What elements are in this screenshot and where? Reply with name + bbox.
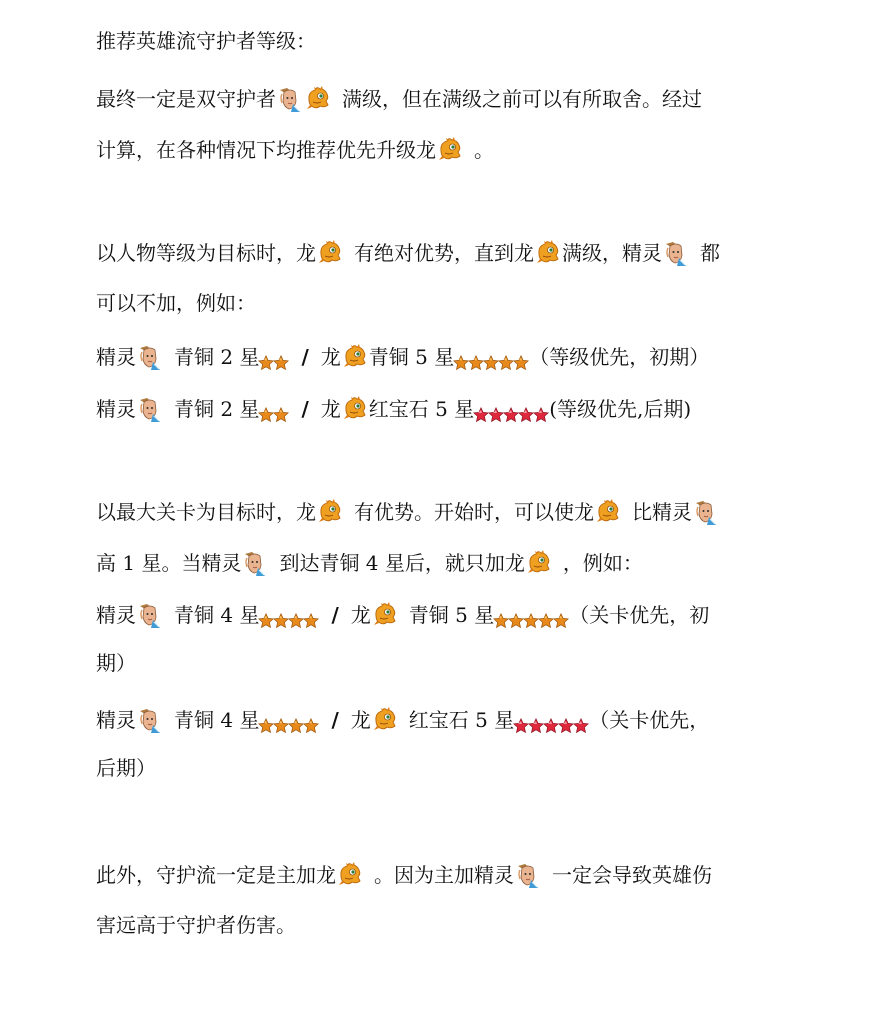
bronze-star-icon (258, 401, 274, 417)
dragon-label: 龙 (350, 708, 371, 732)
dragon-rank: 红宝石 5 星 (408, 708, 515, 732)
text: 有优势。开始时，可以使龙 (354, 500, 594, 524)
dragon-hero-icon (343, 396, 367, 422)
bronze-star-icon (288, 712, 304, 728)
note: 后期） (96, 756, 156, 780)
dragon-hero-icon (306, 86, 330, 112)
bronze-star-icon (553, 607, 569, 623)
dragon-rank: 青铜 5 星 (368, 345, 455, 369)
paragraph-line (96, 910, 296, 940)
separator: / (301, 397, 309, 421)
text: 最终一定是双守护者 (96, 87, 276, 111)
ruby-star-icon (513, 712, 529, 728)
bronze-star-icon (258, 349, 274, 365)
bronze-star-icon (273, 349, 289, 365)
bronze-star-icon (498, 349, 514, 365)
example-line (96, 705, 709, 735)
bronze-star-rating (259, 712, 319, 728)
bronze-star-icon (258, 712, 274, 728)
paragraph-line (96, 84, 702, 114)
dragon-hero-icon (527, 550, 551, 576)
text: 以人物等级为目标时，龙 (96, 241, 316, 265)
bronze-star-rating (454, 349, 529, 365)
bronze-star-icon (538, 607, 554, 623)
text: 都 (700, 241, 720, 265)
elf-hero-icon (138, 396, 162, 422)
section-heading (96, 26, 316, 56)
bronze-star-icon (453, 349, 469, 365)
elf-rank: 青铜 4 星 (174, 603, 260, 627)
paragraph-line (96, 135, 494, 165)
dragon-label: 龙 (320, 397, 341, 421)
elf-label: 精灵 (96, 345, 136, 369)
paragraph-line (96, 860, 712, 890)
paragraph-line (96, 288, 256, 318)
separator: / (331, 708, 339, 732)
ruby-star-rating (514, 712, 589, 728)
dragon-hero-icon (318, 240, 342, 266)
example-line-continuation (96, 753, 156, 783)
bronze-star-rating (259, 607, 319, 623)
text: 以最大关卡为目标时，龙 (96, 500, 316, 524)
note: （关卡优先， (589, 708, 710, 732)
dragon-hero-icon (338, 862, 362, 888)
text: ，例如： (562, 551, 643, 575)
example-line (96, 394, 691, 424)
example-line (96, 600, 709, 630)
elf-rank: 青铜 4 星 (174, 708, 260, 732)
bronze-star-icon (273, 607, 289, 623)
elf-hero-icon (694, 499, 718, 525)
elf-hero-icon (516, 862, 540, 888)
separator: / (331, 603, 339, 627)
dragon-hero-icon (536, 240, 560, 266)
text: 比精灵 (632, 500, 692, 524)
ruby-star-icon (558, 712, 574, 728)
elf-rank: 青铜 2 星 (174, 345, 260, 369)
text: 可以不加，例如： (96, 291, 256, 315)
note: （等级优先，初期） (529, 345, 710, 369)
bronze-star-rating (259, 401, 289, 417)
bronze-star-icon (303, 712, 319, 728)
text: 。 (474, 138, 494, 162)
text: 有绝对优势，直到龙 (354, 241, 534, 265)
bronze-star-rating (259, 349, 289, 365)
dragon-hero-icon (373, 707, 397, 733)
elf-label: 精灵 (96, 708, 136, 732)
elf-hero-icon (664, 240, 688, 266)
bronze-star-icon (493, 607, 509, 623)
dragon-rank: 青铜 5 星 (408, 603, 495, 627)
dragon-label: 龙 (320, 345, 341, 369)
ruby-star-icon (528, 712, 544, 728)
paragraph-line (96, 238, 720, 268)
text: 。因为主加精灵 (374, 863, 514, 887)
bronze-star-icon (288, 607, 304, 623)
ruby-star-icon (503, 401, 519, 417)
dragon-label: 龙 (350, 603, 371, 627)
bronze-star-icon (273, 712, 289, 728)
ruby-star-rating (474, 401, 549, 417)
bronze-star-icon (273, 401, 289, 417)
heading-text: 推荐英雄流守护者等级： (96, 29, 316, 53)
bronze-star-icon (468, 349, 484, 365)
dragon-hero-icon (596, 499, 620, 525)
separator: / (301, 345, 309, 369)
text: 满级，但在满级之前可以有所取舍。经过 (342, 87, 702, 111)
bronze-star-icon (303, 607, 319, 623)
elf-rank: 青铜 2 星 (174, 397, 260, 421)
ruby-star-icon (518, 401, 534, 417)
elf-hero-icon (243, 550, 267, 576)
bronze-star-icon (508, 607, 524, 623)
note: (等级优先,后期) (549, 397, 692, 421)
ruby-star-icon (488, 401, 504, 417)
bronze-star-icon (513, 349, 529, 365)
text: 一定会导致英雄伤 (552, 863, 712, 887)
note: 期） (96, 651, 136, 675)
text: 计算，在各种情况下均推荐优先升级龙 (96, 138, 436, 162)
dragon-hero-icon (343, 344, 367, 370)
paragraph-line (96, 548, 643, 578)
ruby-star-icon (573, 712, 589, 728)
dragon-hero-icon (373, 602, 397, 628)
bronze-star-icon (483, 349, 499, 365)
bronze-star-rating (494, 607, 569, 623)
bronze-star-icon (523, 607, 539, 623)
dragon-hero-icon (318, 499, 342, 525)
text: 满级，精灵 (562, 241, 662, 265)
elf-hero-icon (138, 344, 162, 370)
text: 高 1 星。当精灵 (96, 551, 242, 575)
elf-label: 精灵 (96, 397, 136, 421)
elf-label: 精灵 (96, 603, 136, 627)
elf-hero-icon (138, 602, 162, 628)
dragon-rank: 红宝石 5 星 (368, 397, 475, 421)
text: 到达青铜 4 星后，就只加龙 (279, 551, 525, 575)
example-line (96, 342, 709, 372)
ruby-star-icon (473, 401, 489, 417)
text: 此外，守护流一定是主加龙 (96, 863, 336, 887)
text: 害远高于守护者伤害。 (96, 913, 296, 937)
elf-hero-icon (138, 707, 162, 733)
example-line-continuation (96, 648, 136, 678)
bronze-star-icon (258, 607, 274, 623)
ruby-star-icon (533, 401, 549, 417)
note: （关卡优先，初 (569, 603, 710, 627)
elf-hero-icon (278, 86, 302, 112)
ruby-star-icon (543, 712, 559, 728)
dragon-hero-icon (438, 137, 462, 163)
paragraph-line (96, 497, 720, 527)
